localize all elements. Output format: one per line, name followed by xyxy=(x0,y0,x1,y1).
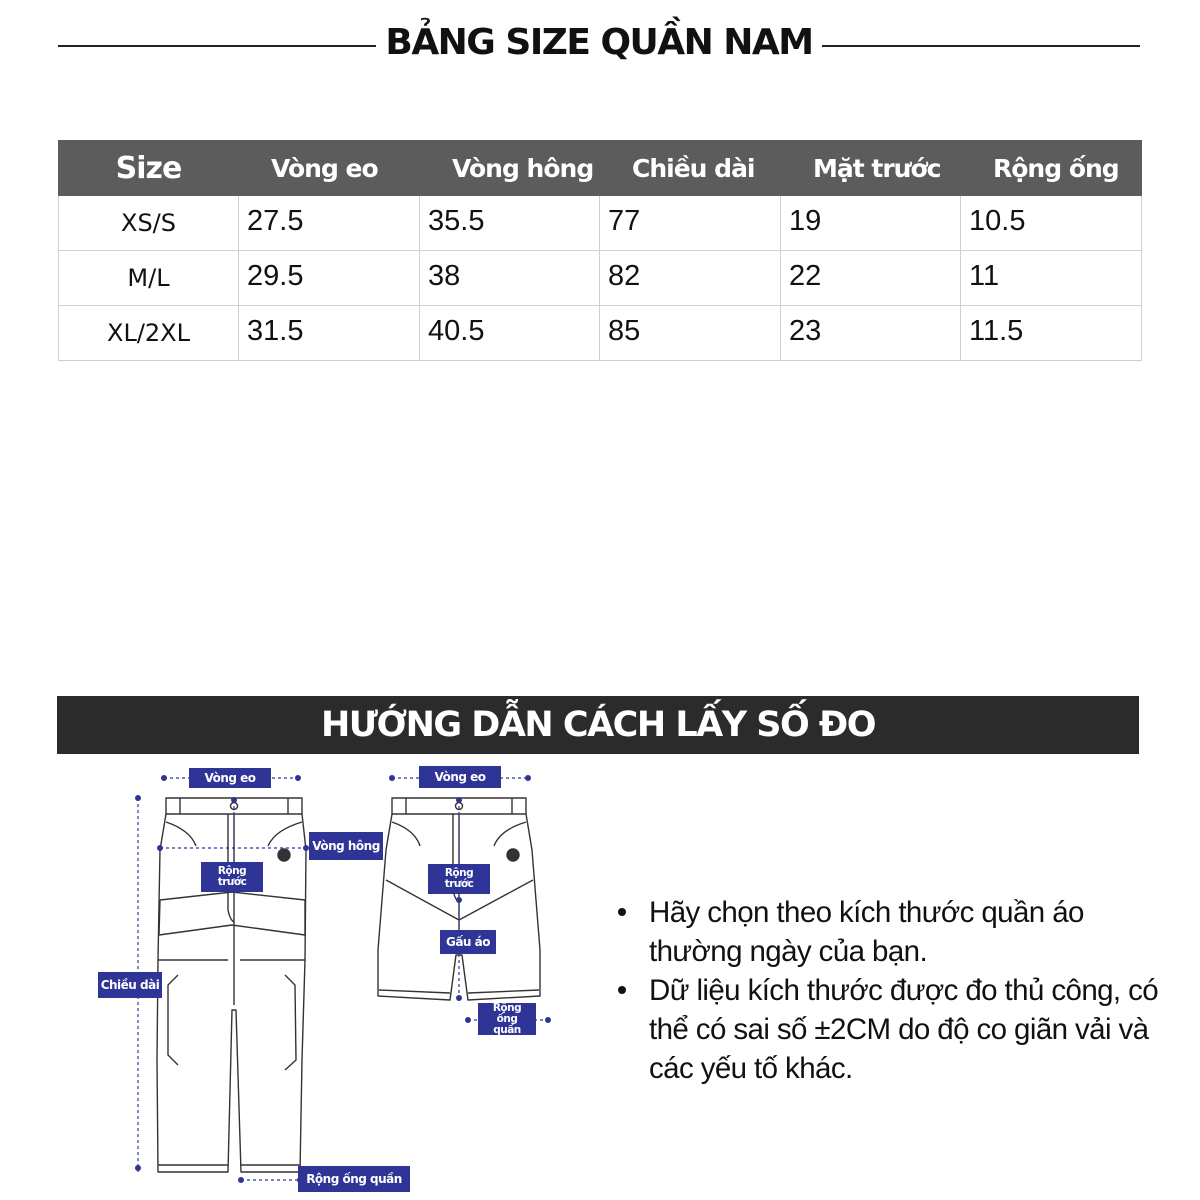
note-text: Dữ liệu kích thước được đo thủ công, có thể có sai số ±2CM do độ co giãn vải và các yếu tố khác. xyxy=(649,974,1159,1085)
pants-leg-opening-label: Rộng ống quần xyxy=(298,1166,410,1192)
cell-front: 22 xyxy=(781,251,961,306)
note-text: Hãy chọn theo kích thước quần áo thường ngày của bạn. xyxy=(649,896,1084,968)
cell-leg-opening: 10.5 xyxy=(961,196,1142,251)
size-table xyxy=(58,140,1142,361)
cell-waist: 27.5 xyxy=(239,196,420,251)
shorts-leg-opening-label: Rộng ống quần xyxy=(478,1003,536,1035)
cell-size: XL/2XL xyxy=(59,306,239,361)
shorts-hem-label: Gấu áo xyxy=(440,930,496,954)
pants-front-label: Rộng trước xyxy=(201,862,263,892)
cell-hip: 40.5 xyxy=(420,306,600,361)
pants-shorts-illustration xyxy=(0,760,600,1200)
title-divider-right xyxy=(822,45,1140,47)
header-size: Size xyxy=(59,141,239,196)
cell-length: 82 xyxy=(600,251,781,306)
title-row xyxy=(58,18,1140,68)
cell-front: 23 xyxy=(781,306,961,361)
cell-size: XS/S xyxy=(59,196,239,251)
bullet-icon xyxy=(618,986,626,994)
header-front: Mặt trước xyxy=(781,141,961,196)
table-row xyxy=(59,251,1142,306)
shorts-front-label: Rộng trước xyxy=(428,864,490,894)
pants-length-label: Chiều dài xyxy=(98,972,162,998)
cell-leg-opening: 11 xyxy=(961,251,1142,306)
guide-notes xyxy=(615,893,1175,1088)
cell-front: 19 xyxy=(781,196,961,251)
measurement-diagram xyxy=(0,760,600,1200)
shorts-waist-label: Vòng eo xyxy=(419,766,501,788)
header-length: Chiều dài xyxy=(600,141,781,196)
page-title: BẢNG SIZE QUẦN NAM xyxy=(385,22,813,63)
header-waist: Vòng eo xyxy=(239,141,420,196)
list-item xyxy=(615,893,1175,971)
cell-length: 77 xyxy=(600,196,781,251)
guide-title: HƯỚNG DẪN CÁCH LẤY SỐ ĐO xyxy=(320,705,875,745)
cell-waist: 31.5 xyxy=(239,306,420,361)
cell-hip: 38 xyxy=(420,251,600,306)
guide-banner xyxy=(57,696,1139,754)
cell-leg-opening: 11.5 xyxy=(961,306,1142,361)
bullet-icon xyxy=(618,908,626,916)
header-leg-opening: Rộng ống xyxy=(961,141,1142,196)
table-row xyxy=(59,306,1142,361)
table-row xyxy=(59,196,1142,251)
list-item xyxy=(615,971,1175,1088)
cell-hip: 35.5 xyxy=(420,196,600,251)
pants-hip-label: Vòng hông xyxy=(309,832,383,860)
header-hip: Vòng hông xyxy=(420,141,600,196)
cell-length: 85 xyxy=(600,306,781,361)
pants-drawing xyxy=(157,798,306,1172)
table-header-row xyxy=(59,141,1142,196)
cell-size: M/L xyxy=(59,251,239,306)
cell-waist: 29.5 xyxy=(239,251,420,306)
pants-waist-label: Vòng eo xyxy=(189,768,271,788)
